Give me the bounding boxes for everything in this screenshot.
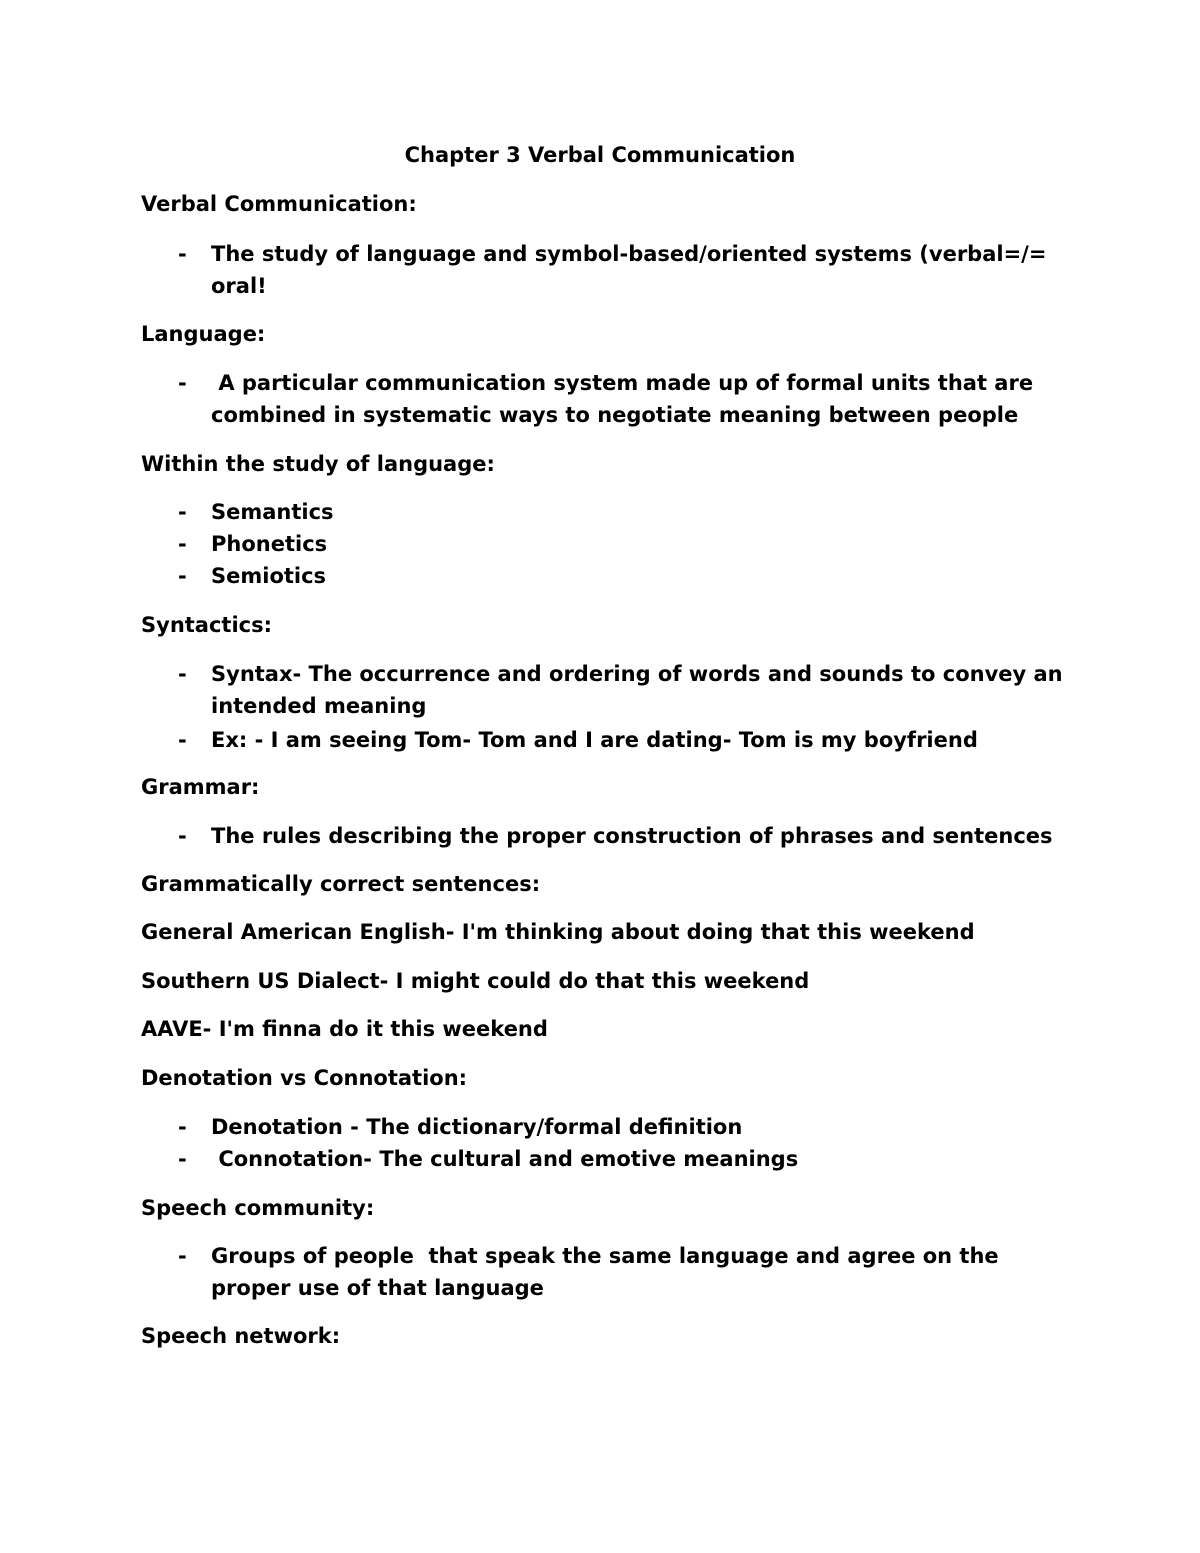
bullet-text-language-1: A particular communication system made up of formal units that are combined in systematic ways to negotiate meaning between people [211,371,1041,427]
page-title: Chapter 3 Verbal Communication [404,143,796,167]
example-line-southern: Southern US Dialect- I might could do that this weekend [141,969,810,993]
bullet-mark: - [178,1115,187,1139]
bullet-text-syntactics-1: Syntax- The occurrence and ordering of words and sounds to convey an intended meaning [211,662,1063,718]
bullet-text-denotation-2: Connotation- The cultural and emotive meanings [211,1147,799,1171]
bullet-mark: - [178,1244,187,1268]
bullet-text-syntactics-2: Ex: - I am seeing Tom- Tom and I are dating- Tom is my boyfriend [211,728,978,752]
bullet-mark: - [178,1147,187,1171]
section-heading-speech-community: Speech community: [141,1196,375,1220]
bullet-mark: - [178,500,187,524]
bullet-mark: - [178,371,187,395]
section-heading-syntactics: Syntactics: [141,613,273,637]
bullet-text-within-3: Semiotics [211,564,327,588]
bullet-mark: - [178,564,187,588]
section-heading-verbal: Verbal Communication: [141,192,417,216]
section-heading-language: Language: [141,322,266,346]
bullet-text-speech-community-1: Groups of people that speak the same language and agree on the proper use of that language [211,1244,1006,1300]
section-heading-denotation: Denotation vs Connotation: [141,1066,468,1090]
bullet-mark: - [178,532,187,556]
bullet-text-grammar-1: The rules describing the proper construction of phrases and sentences [211,824,1053,848]
section-heading-grammar: Grammar: [141,775,260,799]
bullet-text-within-1: Semantics [211,500,334,524]
bullet-mark: - [178,824,187,848]
section-heading-grammatical: Grammatically correct sentences: [141,872,541,896]
example-line-gae: General American English- I'm thinking about doing that this weekend [141,920,975,944]
example-line-aave: AAVE- I'm finna do it this weekend [141,1017,548,1041]
bullet-text-verbal-1: The study of language and symbol-based/oriented systems (verbal=/= oral! [211,242,1047,298]
bullet-text-within-2: Phonetics [211,532,328,556]
bullet-mark: - [178,662,187,686]
section-heading-within: Within the study of language: [141,452,495,476]
bullet-text-denotation-1: Denotation - The dictionary/formal definition [211,1115,743,1139]
bullet-mark: - [178,728,187,752]
bullet-mark: - [178,242,187,266]
section-heading-speech-network: Speech network: [141,1324,341,1348]
